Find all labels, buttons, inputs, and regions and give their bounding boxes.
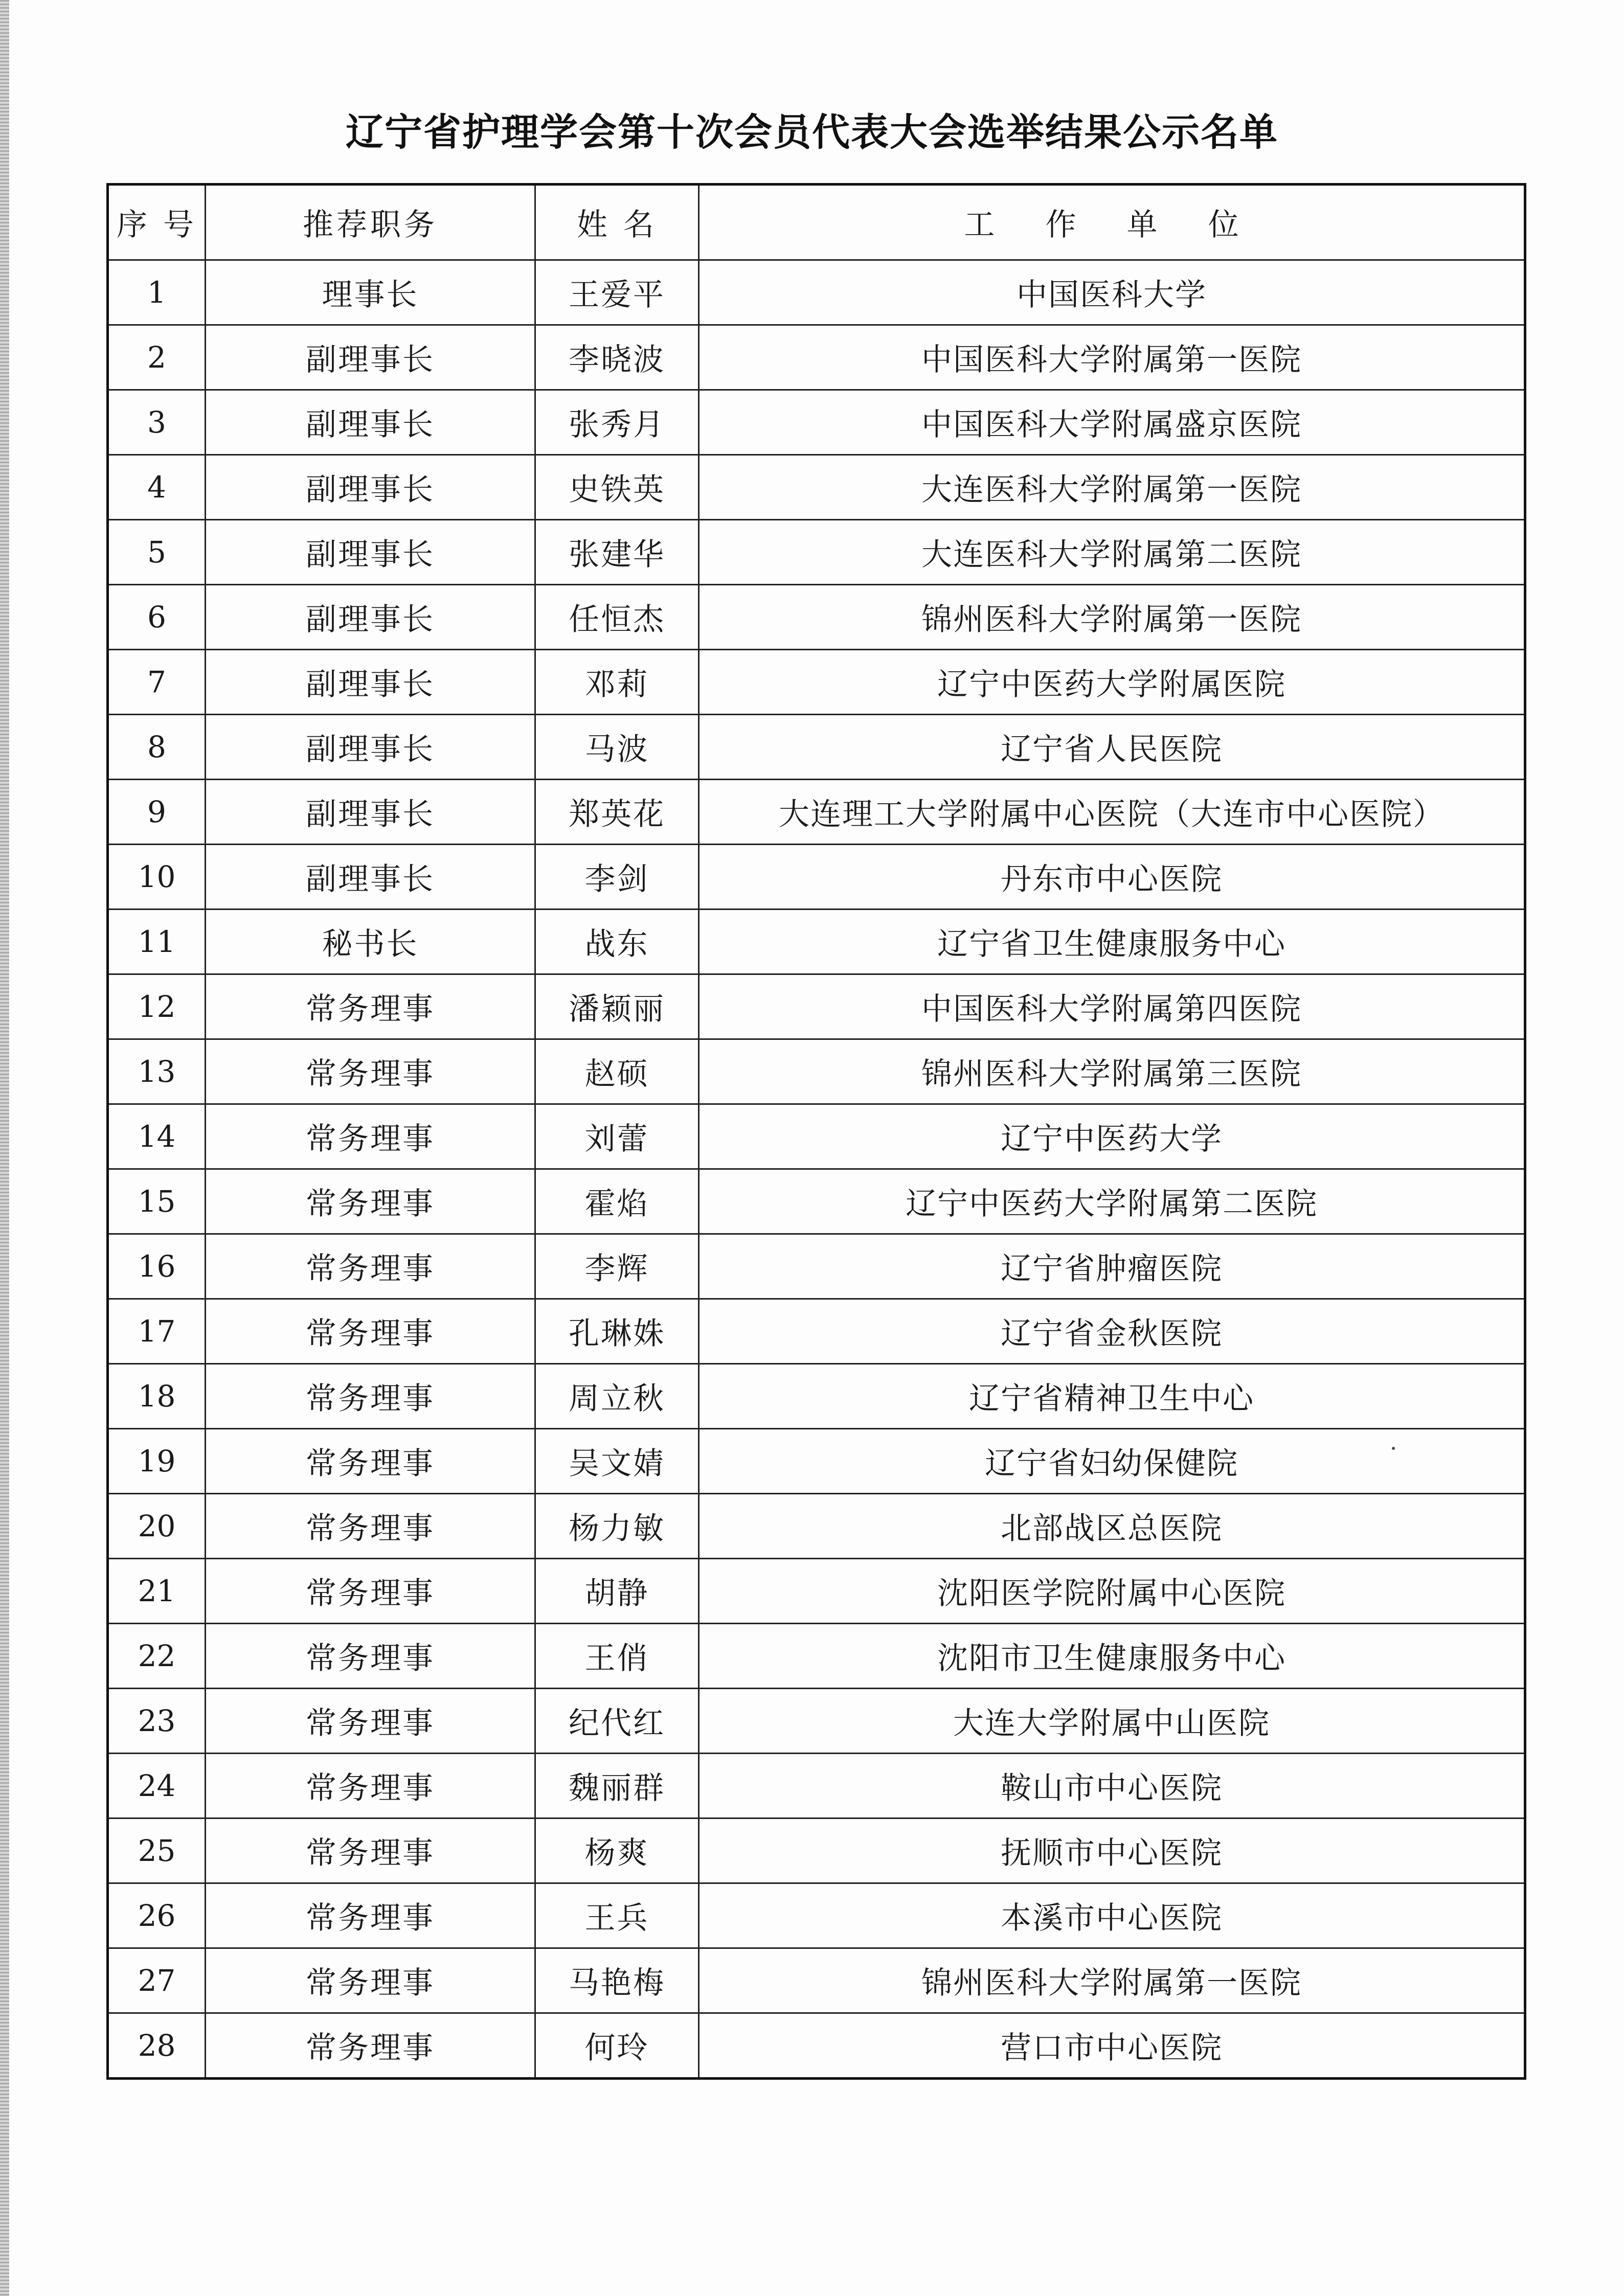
cell-unit: 北部战区总医院 [699, 1494, 1525, 1559]
cell-name: 胡静 [535, 1559, 699, 1624]
header-unit: 工 作 单 位 [699, 185, 1525, 260]
table-row [108, 1494, 1525, 1559]
cell-name: 周立秋 [535, 1364, 699, 1429]
header-role: 推荐职务 [206, 185, 535, 260]
table-row [108, 1429, 1525, 1494]
cell-index: 14 [108, 1104, 206, 1169]
cell-index: 17 [108, 1299, 206, 1364]
table-row [108, 910, 1525, 974]
cell-unit: 大连理工大学附属中心医院（大连市中心医院） [699, 780, 1525, 845]
cell-role: 常务理事 [206, 1039, 535, 1104]
cell-role: 常务理事 [206, 1883, 535, 1948]
table-row [108, 1559, 1525, 1624]
table-row [108, 1754, 1525, 1818]
cell-name: 王兵 [535, 1883, 699, 1948]
header-name: 姓 名 [535, 185, 699, 260]
cell-index: 13 [108, 1039, 206, 1104]
cell-index: 25 [108, 1818, 206, 1883]
cell-name: 张建华 [535, 520, 699, 585]
table-row [108, 1948, 1525, 2013]
cell-unit: 辽宁中医药大学附属医院 [699, 650, 1525, 715]
cell-unit: 辽宁省妇幼保健院 [699, 1429, 1525, 1494]
cell-name: 王爱平 [535, 260, 699, 325]
cell-index: 28 [108, 2013, 206, 2079]
table-body [108, 260, 1525, 2079]
cell-index: 26 [108, 1883, 206, 1948]
cell-role: 常务理事 [206, 1104, 535, 1169]
cell-unit: 大连医科大学附属第一医院 [699, 455, 1525, 520]
cell-unit: 锦州医科大学附属第三医院 [699, 1039, 1525, 1104]
cell-name: 吴文婧 [535, 1429, 699, 1494]
cell-unit: 辽宁省肿瘤医院 [699, 1234, 1525, 1299]
table-row [108, 1104, 1525, 1169]
cell-unit: 中国医科大学附属盛京医院 [699, 390, 1525, 455]
table-row [108, 650, 1525, 715]
cell-name: 赵硕 [535, 1039, 699, 1104]
table-row [108, 1883, 1525, 1948]
header-index: 序 号 [108, 185, 206, 260]
cell-name: 李辉 [535, 1234, 699, 1299]
cell-role: 副理事长 [206, 390, 535, 455]
cell-role: 常务理事 [206, 1429, 535, 1494]
table-row [108, 1234, 1525, 1299]
cell-index: 23 [108, 1689, 206, 1754]
election-results-table [106, 183, 1526, 2080]
cell-name: 李晓波 [535, 325, 699, 390]
cell-unit: 辽宁省人民医院 [699, 715, 1525, 780]
cell-index: 1 [108, 260, 206, 325]
cell-unit: 锦州医科大学附属第一医院 [699, 1948, 1525, 2013]
cell-unit: 辽宁省精神卫生中心 [699, 1364, 1525, 1429]
cell-role: 副理事长 [206, 845, 535, 910]
cell-index: 10 [108, 845, 206, 910]
table-row [108, 1624, 1525, 1689]
cell-role: 常务理事 [206, 1559, 535, 1624]
cell-unit: 辽宁省金秋医院 [699, 1299, 1525, 1364]
scan-speck [1392, 1447, 1395, 1450]
table-row [108, 585, 1525, 650]
cell-unit: 丹东市中心医院 [699, 845, 1525, 910]
cell-role: 常务理事 [206, 1948, 535, 2013]
document-title: 辽宁省护理学会第十次会员代表大会选举结果公示名单 [346, 110, 1278, 154]
cell-name: 张秀月 [535, 390, 699, 455]
table-row [108, 1364, 1525, 1429]
cell-role: 秘书长 [206, 910, 535, 974]
cell-index: 18 [108, 1364, 206, 1429]
cell-index: 6 [108, 585, 206, 650]
cell-role: 常务理事 [206, 1818, 535, 1883]
cell-unit: 中国医科大学附属第四医院 [699, 974, 1525, 1039]
cell-unit: 鞍山市中心医院 [699, 1754, 1525, 1818]
cell-unit: 锦州医科大学附属第一医院 [699, 585, 1525, 650]
cell-name: 郑英花 [535, 780, 699, 845]
cell-index: 19 [108, 1429, 206, 1494]
cell-name: 战东 [535, 910, 699, 974]
cell-unit: 营口市中心医院 [699, 2013, 1525, 2079]
cell-role: 副理事长 [206, 650, 535, 715]
cell-role: 常务理事 [206, 1169, 535, 1234]
cell-unit: 大连医科大学附属第二医院 [699, 520, 1525, 585]
table-row [108, 1169, 1525, 1234]
cell-name: 魏丽群 [535, 1754, 699, 1818]
cell-name: 李剑 [535, 845, 699, 910]
cell-role: 常务理事 [206, 1624, 535, 1689]
table-row [108, 455, 1525, 520]
cell-name: 孔琳姝 [535, 1299, 699, 1364]
cell-name: 任恒杰 [535, 585, 699, 650]
cell-index: 16 [108, 1234, 206, 1299]
table-row [108, 325, 1525, 390]
cell-index: 4 [108, 455, 206, 520]
table-row [108, 1039, 1525, 1104]
table-row [108, 520, 1525, 585]
cell-name: 马艳梅 [535, 1948, 699, 2013]
cell-index: 20 [108, 1494, 206, 1559]
cell-name: 杨爽 [535, 1818, 699, 1883]
cell-index: 9 [108, 780, 206, 845]
cell-role: 常务理事 [206, 1754, 535, 1818]
cell-index: 5 [108, 520, 206, 585]
cell-name: 马波 [535, 715, 699, 780]
table-row [108, 780, 1525, 845]
cell-role: 副理事长 [206, 520, 535, 585]
cell-name: 史铁英 [535, 455, 699, 520]
cell-role: 常务理事 [206, 1234, 535, 1299]
cell-unit: 沈阳医学院附属中心医院 [699, 1559, 1525, 1624]
cell-role: 常务理事 [206, 2013, 535, 2079]
table-row [108, 1818, 1525, 1883]
cell-unit: 中国医科大学 [699, 260, 1525, 325]
cell-role: 副理事长 [206, 585, 535, 650]
table-row [108, 2013, 1525, 2079]
cell-index: 27 [108, 1948, 206, 2013]
table-row [108, 1299, 1525, 1364]
cell-role: 常务理事 [206, 974, 535, 1039]
table-row [108, 260, 1525, 325]
cell-name: 王俏 [535, 1624, 699, 1689]
table-row [108, 715, 1525, 780]
table-row [108, 845, 1525, 910]
cell-role: 副理事长 [206, 715, 535, 780]
cell-unit: 中国医科大学附属第一医院 [699, 325, 1525, 390]
cell-index: 24 [108, 1754, 206, 1818]
cell-index: 21 [108, 1559, 206, 1624]
table-row [108, 974, 1525, 1039]
cell-index: 2 [108, 325, 206, 390]
cell-unit: 本溪市中心医院 [699, 1883, 1525, 1948]
cell-index: 11 [108, 910, 206, 974]
cell-index: 22 [108, 1624, 206, 1689]
cell-unit: 抚顺市中心医院 [699, 1818, 1525, 1883]
cell-index: 12 [108, 974, 206, 1039]
cell-unit: 大连大学附属中山医院 [699, 1689, 1525, 1754]
cell-name: 纪代红 [535, 1689, 699, 1754]
cell-name: 何玲 [535, 2013, 699, 2079]
cell-role: 副理事长 [206, 325, 535, 390]
cell-unit: 辽宁中医药大学附属第二医院 [699, 1169, 1525, 1234]
cell-unit: 沈阳市卫生健康服务中心 [699, 1624, 1525, 1689]
cell-index: 8 [108, 715, 206, 780]
cell-index: 15 [108, 1169, 206, 1234]
cell-role: 常务理事 [206, 1364, 535, 1429]
cell-name: 邓莉 [535, 650, 699, 715]
cell-role: 副理事长 [206, 455, 535, 520]
cell-role: 常务理事 [206, 1689, 535, 1754]
table-row [108, 390, 1525, 455]
cell-name: 杨力敏 [535, 1494, 699, 1559]
cell-role: 常务理事 [206, 1299, 535, 1364]
table-row [108, 1689, 1525, 1754]
scan-edge-artifact [0, 0, 9, 2296]
cell-role: 副理事长 [206, 780, 535, 845]
cell-unit: 辽宁省卫生健康服务中心 [699, 910, 1525, 974]
cell-name: 刘蕾 [535, 1104, 699, 1169]
cell-name: 霍焰 [535, 1169, 699, 1234]
cell-name: 潘颖丽 [535, 974, 699, 1039]
cell-role: 理事长 [206, 260, 535, 325]
cell-unit: 辽宁中医药大学 [699, 1104, 1525, 1169]
table-header-row [108, 185, 1525, 260]
cell-index: 7 [108, 650, 206, 715]
cell-index: 3 [108, 390, 206, 455]
cell-role: 常务理事 [206, 1494, 535, 1559]
